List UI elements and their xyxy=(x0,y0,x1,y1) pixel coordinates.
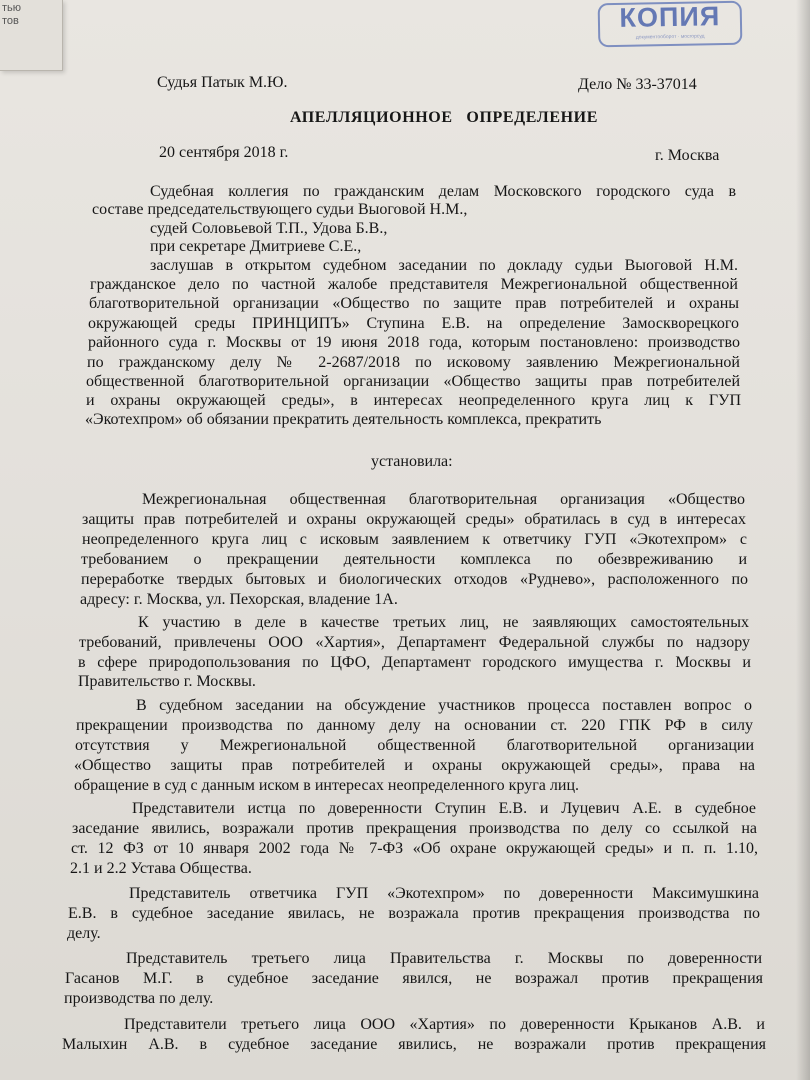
corner-text-2: тов xyxy=(2,15,19,27)
body-line: переработке твердых бытовых и биологических отходов «Руднево», расположенного по xyxy=(81,571,748,588)
body-line: 2.1 и 2.2 Устава Общества. xyxy=(70,860,252,877)
copy-stamp-sub: документооборот · мосгорсуд xyxy=(635,33,705,41)
body-line: Представитель ответчика ГУП «Экотехпром» по доверенности Максимушкина xyxy=(129,885,759,902)
body-line: «Экотехпром» об обязании прекратить деятельность комплекса, прекратить xyxy=(85,411,602,428)
document-date: 20 сентября 2018 г. xyxy=(159,144,289,161)
document-city: г. Москва xyxy=(655,147,720,164)
body-line: Малыхин А.В. в судебное заседание явились, не возражали против прекращения xyxy=(62,1036,766,1053)
body-line: заседание явились, возражали против прекращения производства по делу со ссылкой на xyxy=(72,820,757,837)
body-line: К участию в деле в качестве третьих лиц, не заявляющих самостоятельных xyxy=(138,614,749,631)
body-line: судей Соловьевой Т.П., Удова Б.В., xyxy=(150,220,388,237)
body-line: отсутствия у Межрегиональной общественной благотворительной организации xyxy=(75,737,754,754)
body-line: ст. 12 ФЗ от 10 января 2002 года № 7-ФЗ «Об охране окружающей среды» и п. п. 1.10, xyxy=(71,840,758,857)
page-edge-shadow xyxy=(796,0,810,1080)
body-line: прекращении производства по данному делу на основании ст. 220 ГПК РФ в силу xyxy=(76,717,753,734)
body-line: при секретаре Дмитриеве С.Е., xyxy=(150,238,362,255)
body-line: производства по делу. xyxy=(64,990,214,1007)
judge-name: Судья Патык М.Ю. xyxy=(157,74,288,91)
body-line: и охраны окружающей среды», в интересах неопределенного круга лиц к ГУП xyxy=(86,392,741,409)
document-title: АПЕЛЛЯЦИОННОЕ ОПРЕДЕЛЕНИЕ xyxy=(290,109,598,126)
body-line: обращение в суд с данным иском в интересах неопределенного круга лиц. xyxy=(74,777,579,794)
section-heading: установила: xyxy=(371,453,453,470)
body-line: требований, привлечены ООО «Хартия», Департамент Федеральной службы по надзору xyxy=(79,634,750,651)
body-line: защиты прав потребителей и охраны окружающей среды» обратилась в суд в интересах xyxy=(82,511,746,528)
body-line: адресу: г. Москва, ул. Пехорская, владение 1А. xyxy=(80,591,398,608)
corner-text-1: тью xyxy=(2,2,22,14)
body-line: благотворительной организации «Общество по защите прав потребителей и охраны xyxy=(89,295,739,312)
body-line: Представители истца по доверенности Ступин Е.В. и Луцевич А.Е. в судебное xyxy=(132,800,756,817)
corner-paper-scrap xyxy=(0,0,63,71)
body-line: Представители третьего лица ООО «Хартия» по доверенности Крыканов А.В. и xyxy=(124,1016,765,1033)
body-line: заслушав в открытом судебном заседании по докладу судьи Выоговой Н.М. xyxy=(150,257,738,274)
body-line: в сфере природопользования по ЦФО, Департамент городского имущества г. Москвы и xyxy=(78,654,751,671)
body-line: районного суда г. Москвы от 19 июня 2018 года, которым постановлено: производство xyxy=(88,334,740,351)
body-line: по гражданскому делу № 2-2687/2018 по исковому заявлению Межрегиональной xyxy=(87,354,740,371)
copy-stamp xyxy=(598,1,743,48)
body-line: общественной благотворительной организации «Общество защиты прав потребителей xyxy=(86,373,740,390)
body-line: окружающей среды ПРИНЦИПЪ» Ступина Е.В. на определение Замоскворецкого xyxy=(88,315,739,332)
body-line: Судебная коллегия по гражданским делам Московского городского суда в xyxy=(150,183,736,200)
body-line: требованием о прекращении деятельности комплекса по обезвреживанию и xyxy=(81,551,747,568)
body-line: Правительство г. Москвы. xyxy=(78,673,256,690)
body-line: В судебном заседании на обсуждение участников процесса поставлен вопрос о xyxy=(136,697,752,714)
copy-stamp-main: КОПИЯ xyxy=(619,1,721,33)
body-line: Е.В. в судебное заседание явилась, не возражала против прекращения производства по xyxy=(68,905,760,922)
body-line: Гасанов М.Г. в судебное заседание явился, не возражал против прекращения xyxy=(65,970,763,987)
body-line: составе председательствующего судьи Выоговой Н.М., xyxy=(92,201,468,218)
body-line: делу. xyxy=(67,925,101,942)
body-line: «Общество защиты прав потребителей и охраны окружающей среды», права на xyxy=(74,757,755,774)
body-line: неопределенного круга лиц с исковым заявлением к ответчику ГУП «Экотехпром» с xyxy=(82,531,747,548)
case-number: Дело № 33-37014 xyxy=(578,76,697,93)
body-line: гражданское дело по частной жалобе представителя Межрегиональной общественной xyxy=(90,276,738,293)
body-line: Межрегиональная общественная благотворительная организация «Общество xyxy=(142,491,745,508)
body-line: Представитель третьего лица Правительства г. Москвы по доверенности xyxy=(126,950,762,967)
